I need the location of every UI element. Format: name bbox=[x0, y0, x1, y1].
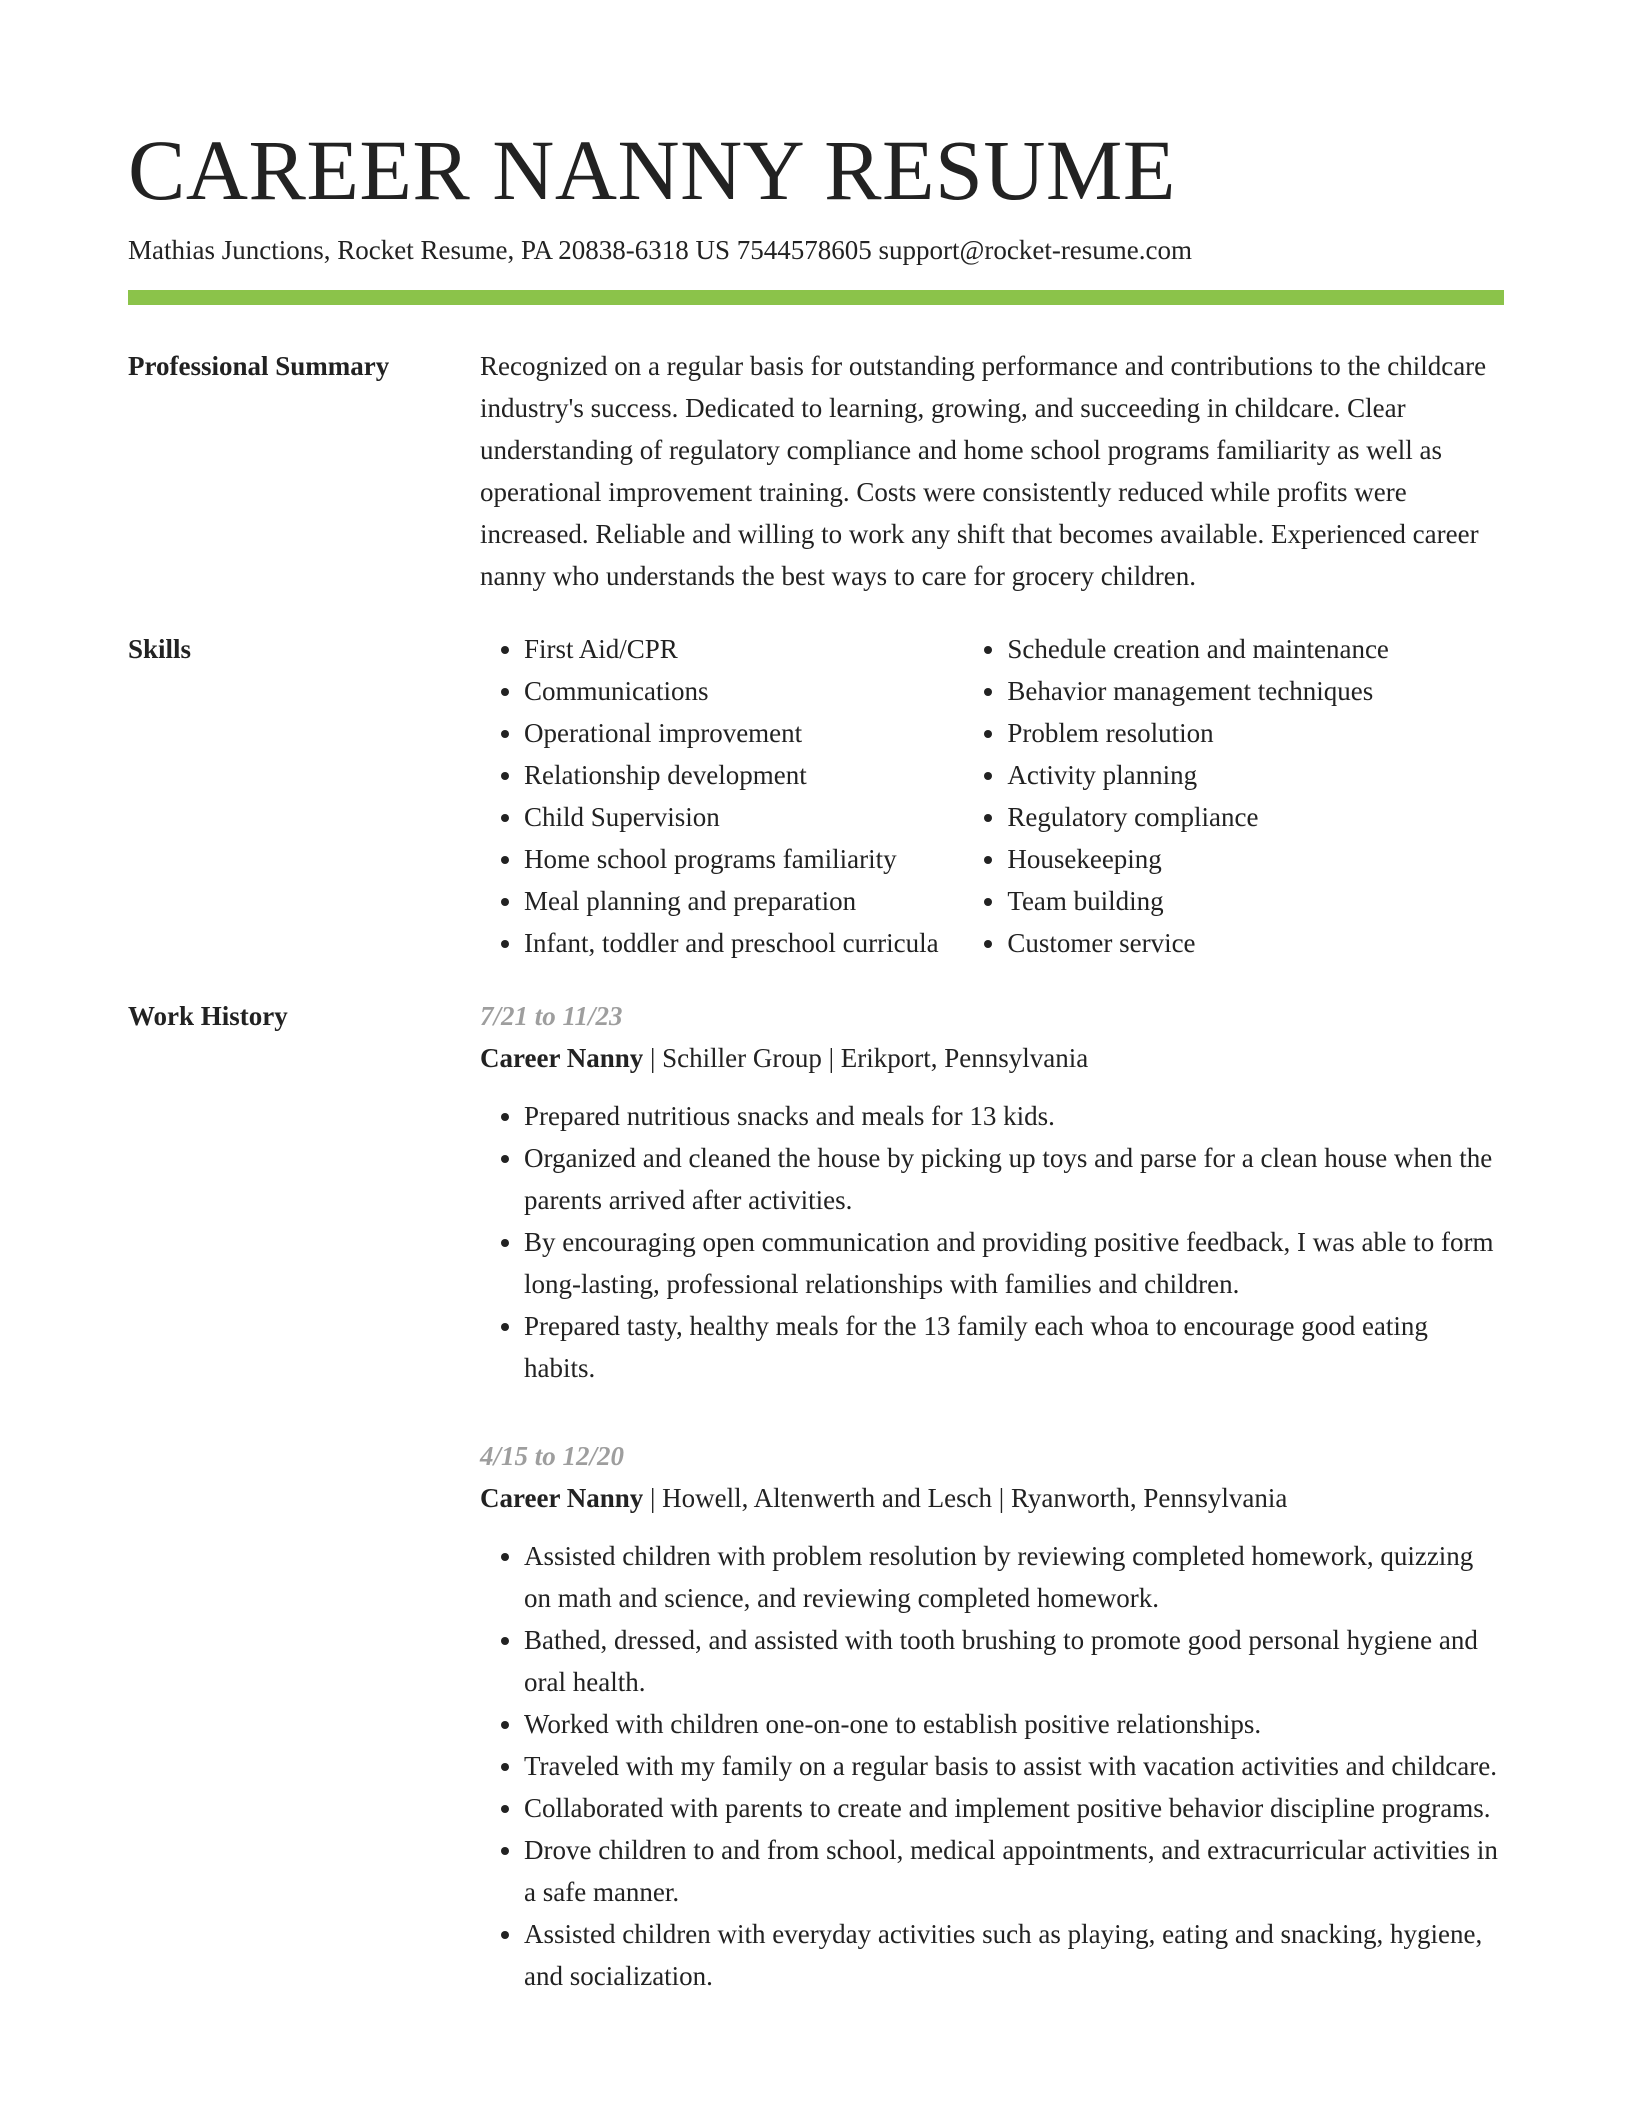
job-bullet: • Assisted children with problem resolution by reviewing completed homework, quizzing on math and science, and reviewing completed homework. bbox=[524, 1535, 1504, 1619]
skill-item: • Team building bbox=[1007, 880, 1504, 922]
skill-item: • Relationship development bbox=[524, 754, 963, 796]
job-bullet: • Bathed, dressed, and assisted with tooth brushing to promote good personal hygiene and oral health. bbox=[524, 1619, 1504, 1703]
resume-title: CAREER NANNY RESUME bbox=[128, 122, 1176, 218]
job-bullet: • Prepared tasty, healthy meals for the 13 family each whoa to encourage good eating habits. bbox=[524, 1305, 1504, 1389]
skill-item: • Child Supervision bbox=[524, 796, 963, 838]
job-heading bbox=[480, 1037, 1504, 1079]
job-dates: 7/21 to 11/23 bbox=[480, 1001, 623, 1031]
summary-text: Recognized on a regular basis for outstanding performance and contributions to the childcare industry's success. Dedicated to learning, growing, and succeeding in childcare. Clear understanding of regulatory compliance and home school programs familiarity as well as operational improvement training. Costs were consistently reduced while profits were increased. Reliable and willing to work any shift that becomes available. Experienced career nanny who understands the best ways to care for grocery children. bbox=[480, 351, 1487, 591]
work-body bbox=[480, 995, 1504, 2027]
skill-item: • Infant, toddler and preschool curricula bbox=[524, 922, 963, 964]
skill-item: • Communications bbox=[524, 670, 963, 712]
job-bullet: • By encouraging open communication and providing positive feedback, I was able to form long-lasting, professional relationships with families and children. bbox=[524, 1221, 1504, 1305]
skill-item: • Meal planning and preparation bbox=[524, 880, 963, 922]
job-entry bbox=[480, 995, 1504, 1389]
job-details: | Schiller Group | Erikport, Pennsylvania bbox=[643, 1043, 1089, 1073]
skill-item: • Housekeeping bbox=[1007, 838, 1504, 880]
skill-item: • Home school programs familiarity bbox=[524, 838, 963, 880]
skill-item: • Behavior management techniques bbox=[1007, 670, 1504, 712]
skill-item: • Schedule creation and maintenance bbox=[1007, 628, 1504, 670]
job-bullet-list bbox=[480, 1535, 1504, 1997]
summary-label: Professional Summary bbox=[128, 351, 390, 381]
job-bullet: • Worked with children one-on-one to establish positive relationships. bbox=[524, 1703, 1504, 1745]
job-details: | Howell, Altenwerth and Lesch | Ryanworth, Pennsylvania bbox=[643, 1483, 1288, 1513]
skills-section bbox=[128, 628, 1504, 964]
summary-body bbox=[480, 345, 1504, 597]
skill-item: • Operational improvement bbox=[524, 712, 963, 754]
job-bullet: • Assisted children with everyday activities such as playing, eating and snacking, hygiene, and socialization. bbox=[524, 1913, 1504, 1997]
job-bullet: • Prepared nutritious snacks and meals for 13 kids. bbox=[524, 1095, 1504, 1137]
skill-item: • Activity planning bbox=[1007, 754, 1504, 796]
work-label: Work History bbox=[128, 1001, 288, 1031]
job-bullet: • Traveled with my family on a regular basis to assist with vacation activities and childcare. bbox=[524, 1745, 1504, 1787]
resume-page bbox=[128, 0, 1504, 2027]
job-title: Career Nanny bbox=[480, 1043, 644, 1073]
job-entry bbox=[480, 1435, 1504, 1997]
skills-label: Skills bbox=[128, 634, 192, 664]
skill-item: • Customer service bbox=[1007, 922, 1504, 964]
skill-item: • Problem resolution bbox=[1007, 712, 1504, 754]
accent-divider bbox=[128, 290, 1504, 305]
skills-columns bbox=[480, 628, 1504, 964]
contact-line: Mathias Junctions, Rocket Resume, PA 20838-6318 US 7544578605 support@rocket-resume.com bbox=[128, 235, 1193, 265]
job-bullet: • Drove children to and from school, medical appointments, and extracurricular activities in a safe manner. bbox=[524, 1829, 1504, 1913]
skills-list-right bbox=[963, 628, 1504, 964]
job-title: Career Nanny bbox=[480, 1483, 644, 1513]
skills-body bbox=[480, 628, 1504, 964]
skills-list-left bbox=[480, 628, 963, 964]
job-dates: 4/15 to 12/20 bbox=[480, 1441, 625, 1471]
job-bullet: • Organized and cleaned the house by picking up toys and parse for a clean house when the parents arrived after activities. bbox=[524, 1137, 1504, 1221]
job-bullet: • Collaborated with parents to create and implement positive behavior discipline programs. bbox=[524, 1787, 1504, 1829]
summary-section bbox=[128, 345, 1504, 597]
work-section bbox=[128, 995, 1504, 2027]
job-bullet-list bbox=[480, 1095, 1504, 1389]
skill-item: • First Aid/CPR bbox=[524, 628, 963, 670]
skill-item: • Regulatory compliance bbox=[1007, 796, 1504, 838]
job-heading bbox=[480, 1477, 1504, 1519]
